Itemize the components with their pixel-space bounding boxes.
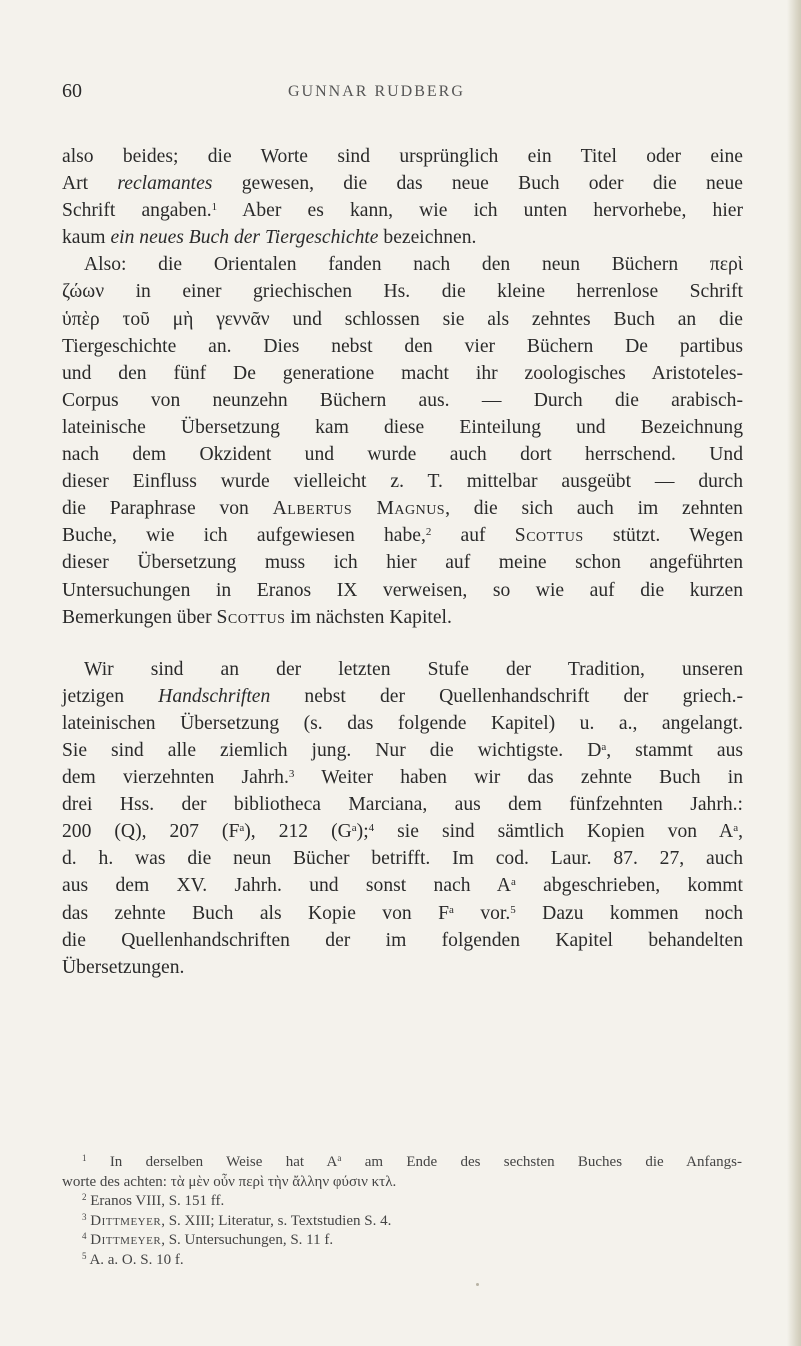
text-line: Tiergeschichte an. Dies nebst den vier Büchern De partibus: [62, 335, 743, 357]
page-number: 60: [62, 80, 82, 102]
footnote-4: $^4$ Dittmeyer, S. Untersuchungen, S. 11 f.: [82, 1231, 334, 1248]
superscript-a: a: [733, 822, 739, 835]
text-line: d. h. was die neun Bücher betrifft. Im cod. Laur. 87. 27, auch: [62, 848, 743, 870]
author-name: Scottus: [216, 606, 286, 628]
superscript-a: a: [351, 822, 357, 835]
footnote-ref: 3: [288, 768, 295, 781]
footnote-3: $^3$ Dittmeyer, S. XIII; Literatur, s. Textstudien S. 4.: [82, 1211, 392, 1229]
page-edge-shadow: [787, 0, 801, 1346]
text-line: nach dem Okzident und wurde auch dort herrschend. Und: [62, 444, 743, 466]
text-line: Art reclamantes gewesen, die das neue Buch oder die neue: [62, 173, 743, 195]
italic-term: ein neues Buch der Tiergeschichte: [110, 227, 379, 249]
superscript-a: a: [601, 740, 607, 753]
running-head: GUNNAR RUDBERG: [288, 83, 465, 100]
page-header: [62, 80, 762, 110]
text-line: die Paraphrase von Albertus Magnus, die sich auch im zehnten: [62, 498, 743, 520]
text-line: lateinischen Übersetzung (s. das folgende Kapitel) u. a., angelangt.: [62, 712, 743, 734]
footnote-ref: 2: [425, 526, 432, 539]
footnotes: [62, 1153, 742, 1270]
author-name: Albertus Magnus: [272, 498, 446, 520]
text-line: kaum ein neues Buch der Tiergeschichte bezeichnen.: [62, 227, 477, 249]
paper-speck: [476, 1283, 479, 1286]
text-line: das zehnte Buch als Kopie von $F^a$ vor.$^5$ Dazu kommen noch: [62, 902, 743, 924]
text-line: Untersuchungen in Eranos IX verweisen, so wie auf die kurzen: [62, 579, 743, 601]
superscript-a: a: [239, 822, 245, 835]
footnote-ref: 1: [211, 201, 218, 214]
text-line: Bemerkungen über Scottus im nächsten Kapitel.: [62, 606, 452, 628]
text-line: ὑπὲρ τοῦ μὴ γεννᾶν und schlossen sie als zehntes Buch an die: [62, 308, 743, 330]
text-line: ζώων in einer griechischen Hs. die kleine herrenlose Schrift: [62, 281, 743, 303]
footnote-ref: 4: [368, 822, 375, 835]
superscript-a: a: [449, 903, 454, 916]
text-line: also beides; die Worte sind ursprünglich ein Titel oder eine: [62, 146, 743, 167]
text-line: dem vierzehnten Jahrh.$^3$ Weiter haben wir das zehnte Buch in: [62, 767, 743, 789]
text-line: Übersetzungen.: [62, 956, 185, 978]
text-line: die Quellenhandschriften der im folgenden Kapitel behandelten: [62, 929, 743, 951]
text-line: jetzigen Handschriften nebst der Quellenhandschrift der griech.-: [62, 685, 743, 707]
text-line: dieser Einfluss wurde vielleicht z. T. mittelbar ausgeübt — durch: [62, 471, 743, 493]
text-line: Wir sind an der letzten Stufe der Tradition, unseren: [84, 658, 743, 680]
text-line: Buche, wie ich aufgewiesen habe,$^2$ auf Scottus stützt. Wegen: [62, 525, 743, 547]
text-line: Schrift angaben.$^1$ Aber es kann, wie ich unten hervorhebe, hier: [62, 200, 743, 222]
italic-term: reclamantes: [117, 173, 213, 195]
superscript-a: a: [510, 876, 516, 889]
footnote-1: $^1$ In derselben Weise hat $A^a$ am Ende des sechsten Buches die Anfangs-: [82, 1153, 742, 1170]
body-text: [62, 143, 743, 981]
text-line: drei Hss. der bibliotheca Marciana, aus dem fünfzehnten Jahrh.:: [62, 794, 743, 816]
text-line: Also: die Orientalen fanden nach den neun Büchern περὶ: [84, 254, 743, 276]
footnote-ref: 5: [510, 903, 516, 916]
paragraph-gap: [62, 631, 743, 656]
text-line: und den fünf De generatione macht ihr zoologisches Aristoteles-: [62, 362, 743, 384]
author-name: Scottus: [514, 525, 584, 547]
text-line: 200 (Q), 207 $(F^a)$, 212 $(G^a);^4$ sie sind sämtlich Kopien von $A^a$,: [62, 821, 743, 843]
text-line: lateinische Übersetzung kam diese Einteilung und Bezeichnung: [62, 416, 743, 438]
footnote-2: $^2$ Eranos VIII, S. 151 ff.: [82, 1192, 225, 1209]
text-line: Corpus von neunzehn Büchern aus. — Durch die arabisch-: [62, 389, 743, 411]
italic-term: Handschriften: [158, 685, 271, 707]
text-line: aus dem XV. Jahrh. und sonst nach $A^a$ abgeschrieben, kommt: [62, 875, 743, 897]
text-line: Sie sind alle ziemlich jung. Nur die wichtigste. $D^a$, stammt aus: [62, 739, 743, 761]
footnote-1-cont: worte des achten: τὰ μὲν οὖν περὶ τὴν ἄλλην φύσιν κτλ.: [62, 1173, 397, 1190]
footnote-5: $^5$ A. a. O. S. 10 f.: [82, 1250, 184, 1268]
text-line: dieser Übersetzung muss ich hier auf meine schon angeführten: [62, 552, 743, 574]
